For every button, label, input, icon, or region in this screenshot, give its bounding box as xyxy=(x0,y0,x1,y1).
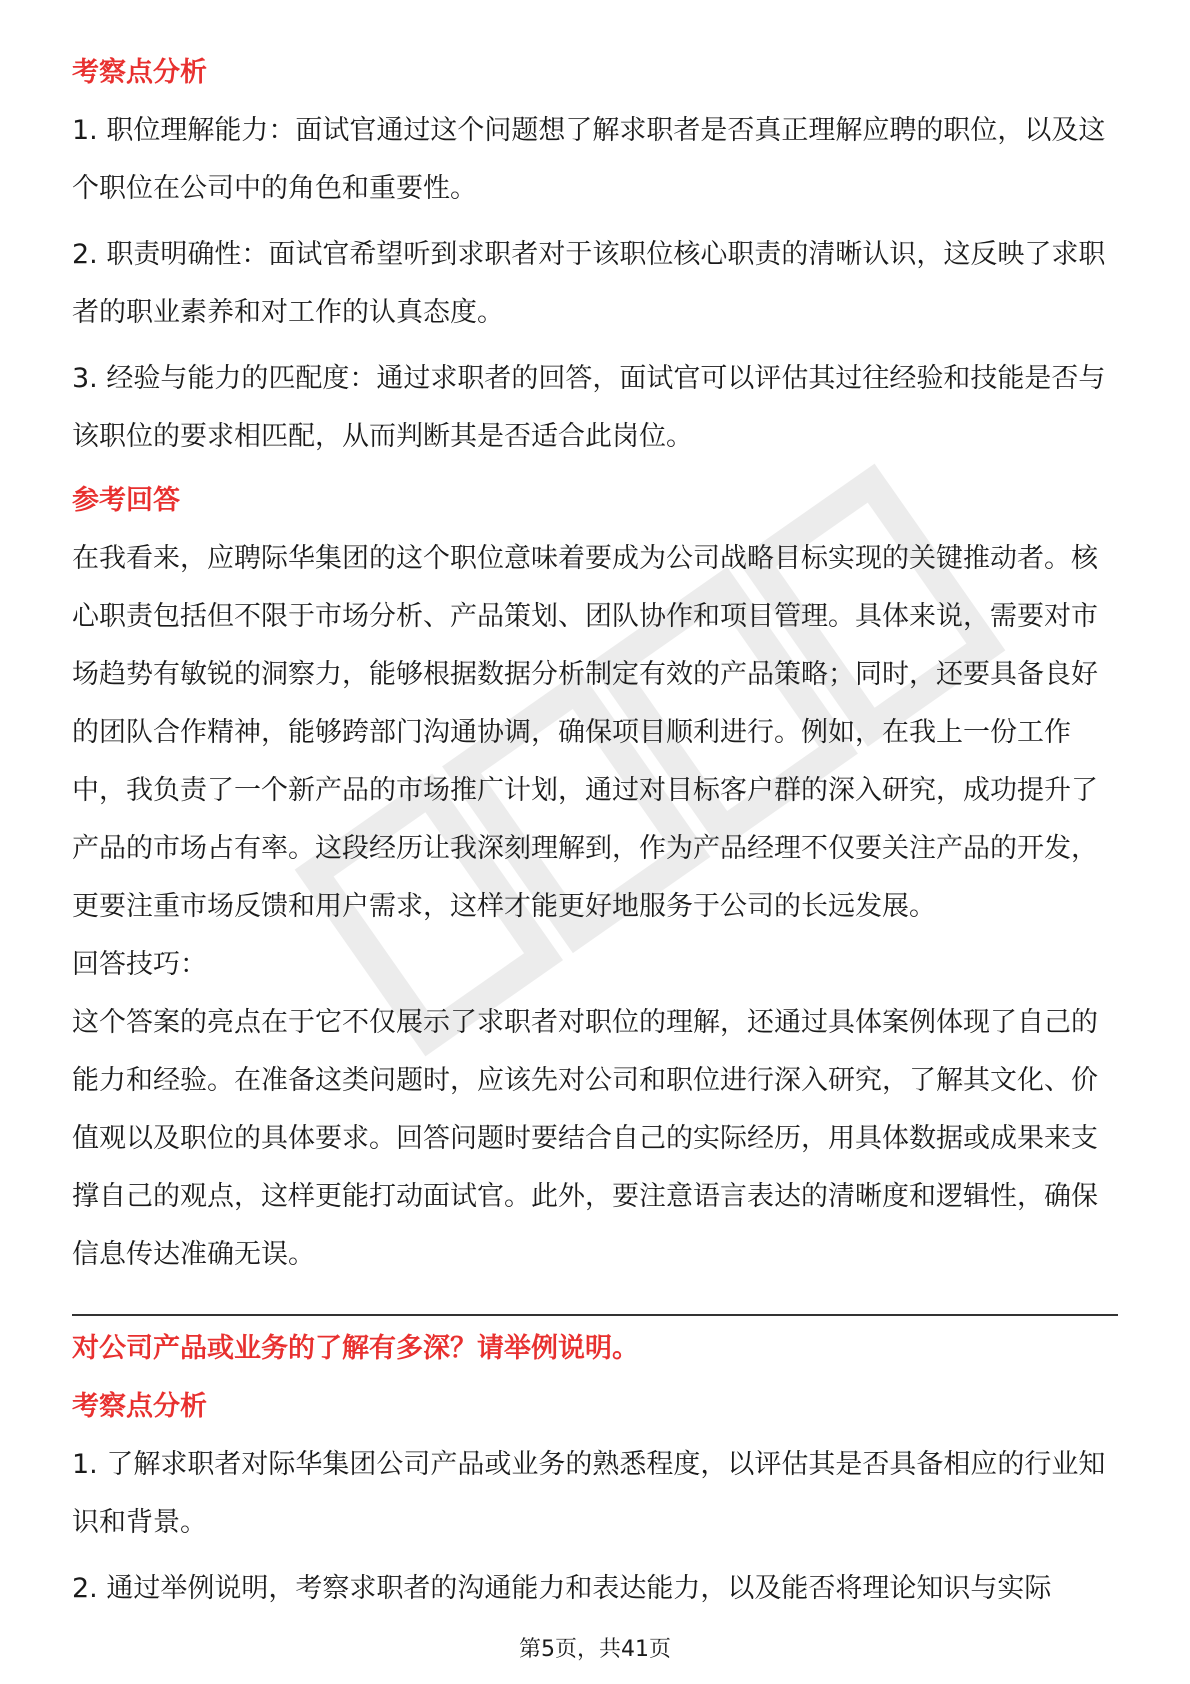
document-page xyxy=(72,44,1118,1618)
tips-label: 回答技巧： xyxy=(72,949,207,980)
analysis-item: 1. 了解求职者对际华集团公司产品或业务的熟悉程度，以评估其是否具备相应的行业知识和背景。 xyxy=(72,1449,1106,1538)
analysis-heading: 考察点分析 xyxy=(72,1391,207,1422)
analysis-heading: 考察点分析 xyxy=(72,57,207,88)
analysis-item: 2. 职责明确性：面试官希望听到求职者对于该职位核心职责的清晰认识，这反映了求职者的职业素养和对工作的认真态度。 xyxy=(72,239,1106,328)
answer-heading: 参考回答 xyxy=(72,485,180,516)
section-divider xyxy=(72,1314,1118,1316)
analysis-item: 3. 经验与能力的匹配度：通过求职者的回答，面试官可以评估其过往经验和技能是否与该职位的要求相匹配，从而判断其是否适合此岗位。 xyxy=(72,363,1106,452)
answer-text: 在我看来，应聘际华集团的这个职位意味着要成为公司战略目标实现的关键推动者。核心职责包括但不限于市场分析、产品策划、团队协作和项目管理。具体来说，需要对市场趋势有敏锐的洞察力，能够根据数据分析制定有效的产品策略；同时，还要具备良好的团队合作精神，能够跨部门沟通协调，确保项目顺利进行。例如，在我上一份工作中，我负责了一个新产品的市场推广计划，通过对目标客户群的深入研究，成功提升了产品的市场占有率。这段经历让我深刻理解到，作为产品经理不仅要关注产品的开发，更要注重市场反馈和用户需求，这样才能更好地服务于公司的长远发展。 xyxy=(72,543,1098,922)
question-title: 对公司产品或业务的了解有多深？请举例说明。 xyxy=(72,1333,639,1364)
analysis-item: 1. 职位理解能力：面试官通过这个问题想了解求职者是否真正理解应聘的职位，以及这个职位在公司中的角色和重要性。 xyxy=(72,115,1106,204)
analysis-item: 2. 通过举例说明，考察求职者的沟通能力和表达能力，以及能否将理论知识与实际 xyxy=(72,1573,1052,1604)
tips-text: 这个答案的亮点在于它不仅展示了求职者对职位的理解，还通过具体案例体现了自己的能力和经验。在准备这类问题时，应该先对公司和职位进行深入研究，了解其文化、价值观以及职位的具体要求。回答问题时要结合自己的实际经历，用具体数据或成果来支撑自己的观点，这样更能打动面试官。此外，要注意语言表达的清晰度和逻辑性，确保信息传达准确无误。 xyxy=(72,1007,1098,1270)
page-number: 第5页，共41页 xyxy=(519,1637,671,1662)
